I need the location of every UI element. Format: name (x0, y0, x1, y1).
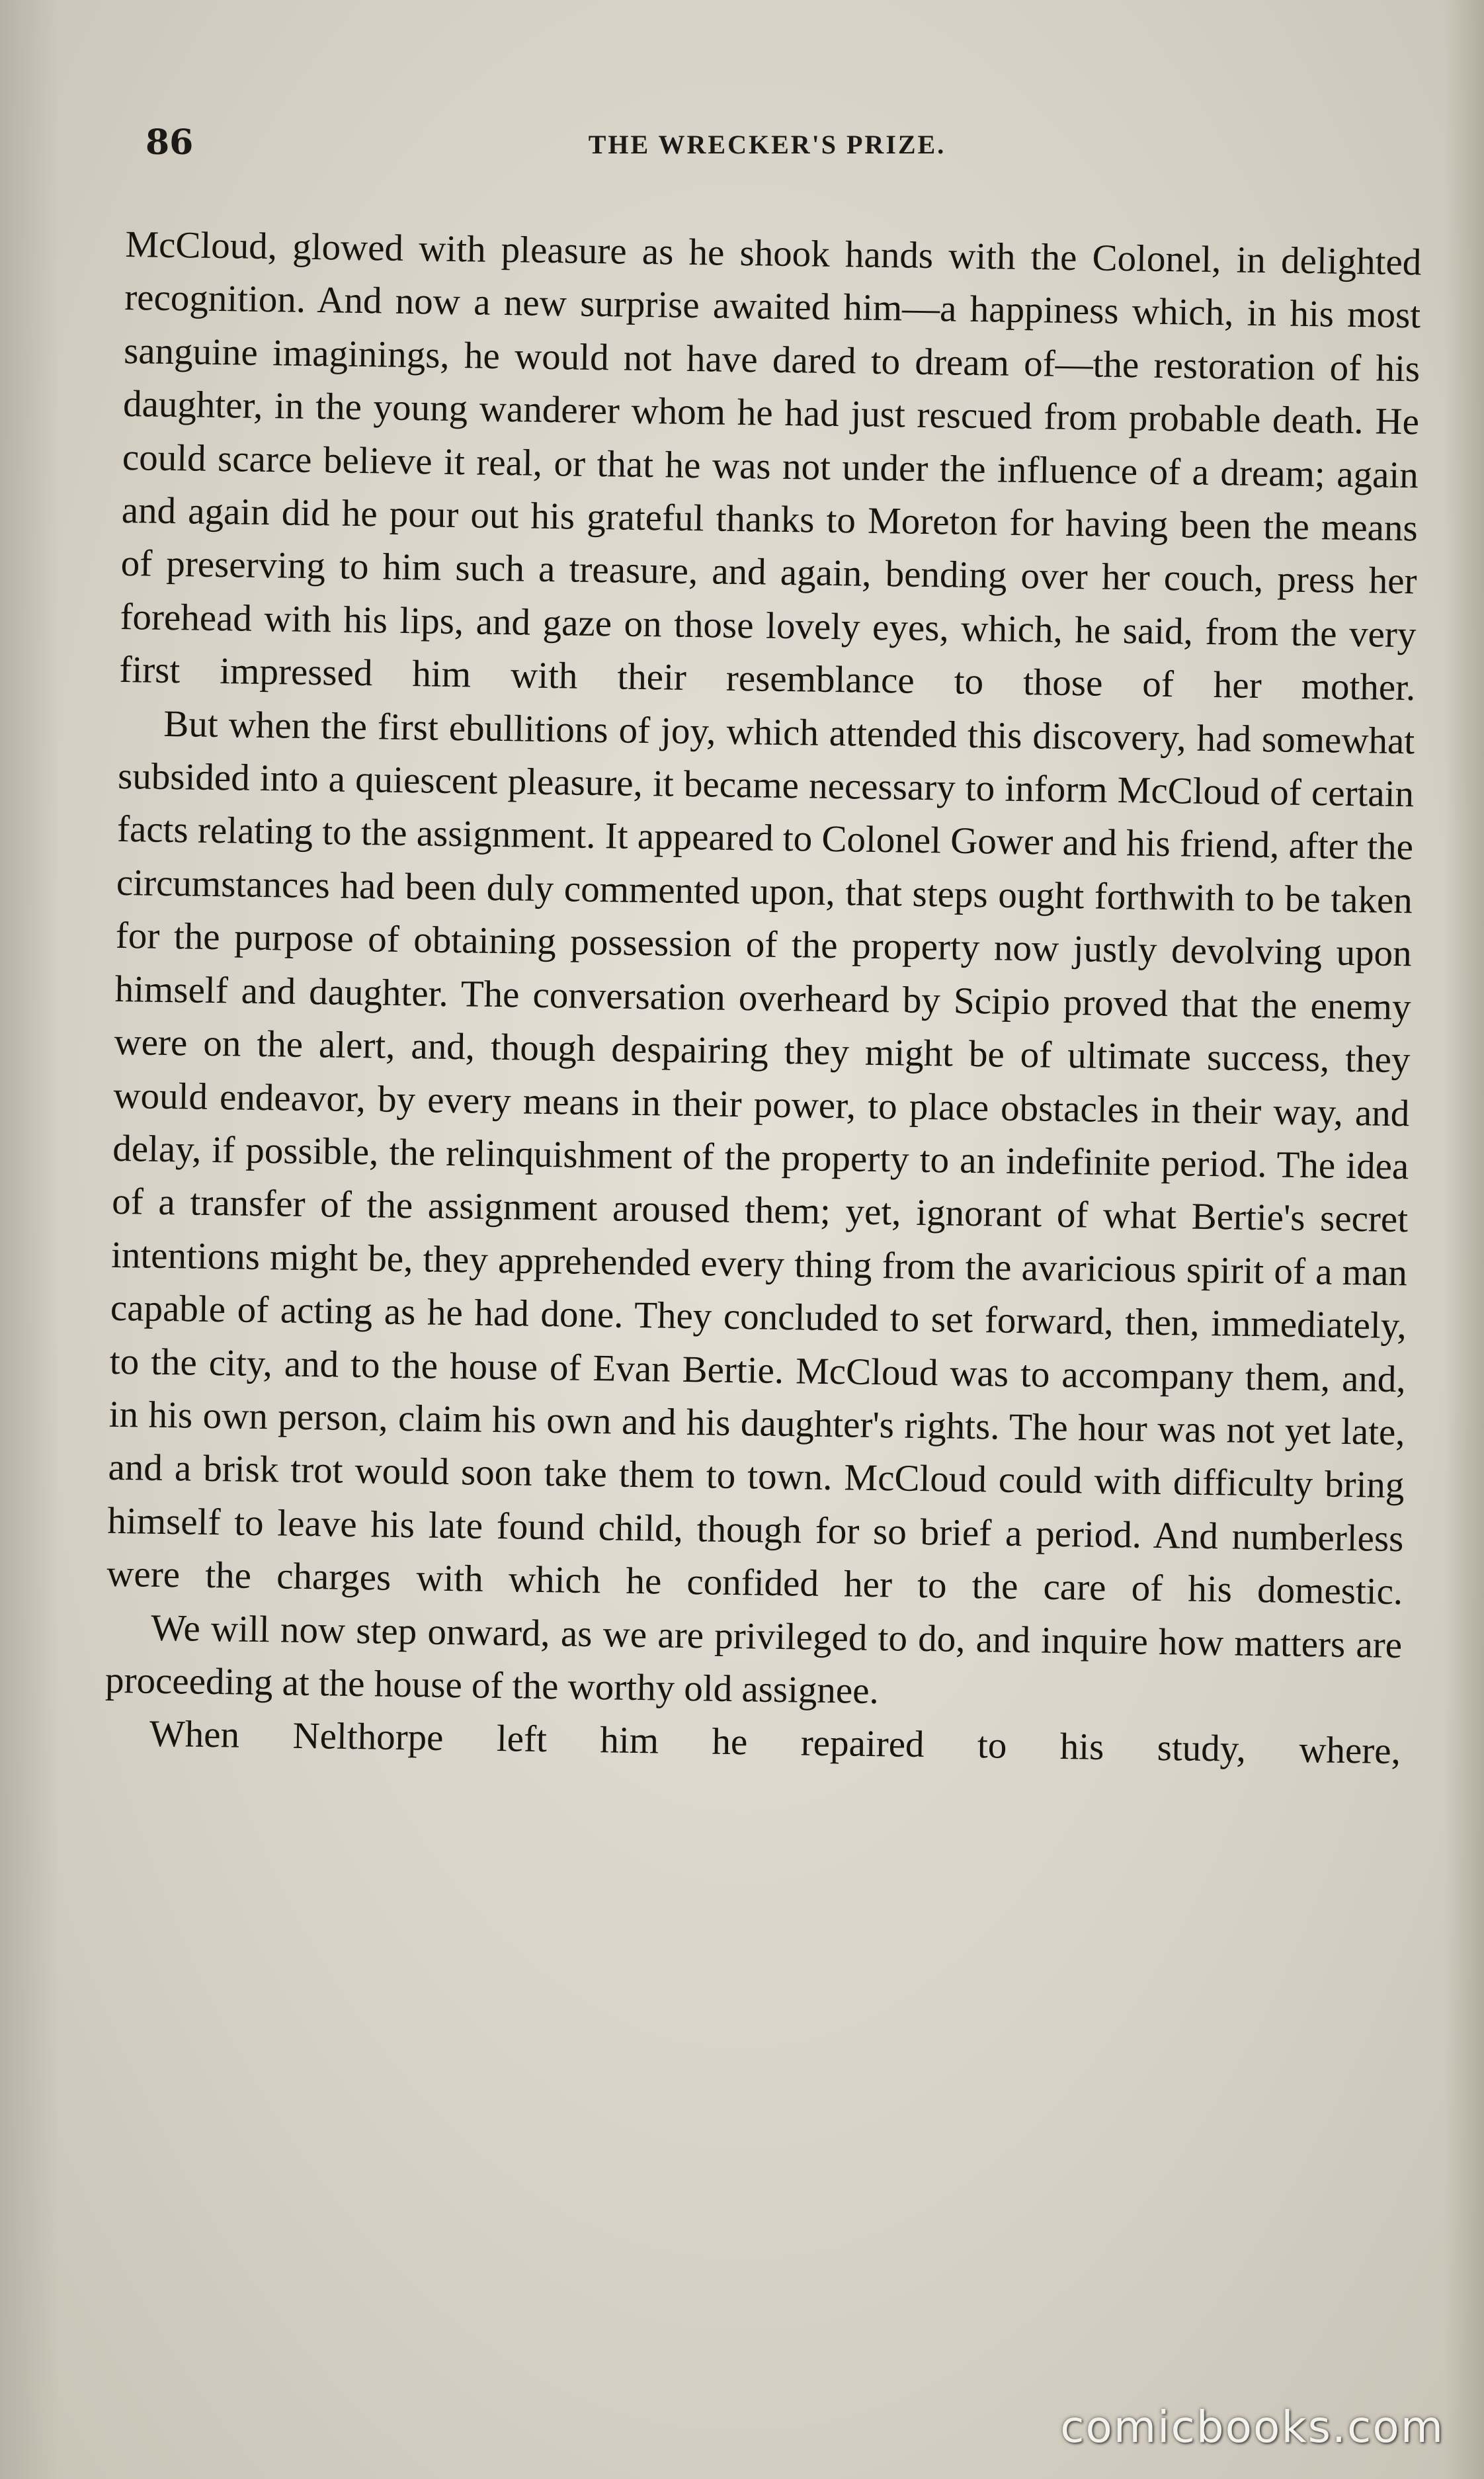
paragraph: We will now step onward, as we are privileged to do, and inquire how matters are proceeding at the house of the worthy old assignee. (104, 1607, 1403, 1712)
body-text (104, 218, 1421, 1779)
paragraph: But when the first ebullitions of joy, which attended this discovery, had somewhat subsided into a quiescent pleasure, it became necessary to inform McCloud of certain facts relating to the assignment. It appeared to Colonel Gower and his friend, after the circumstances had been duly commented upon, that steps ought forthwith to be taken for the purpose of obtaining possession of the property now justly devolving upon himself and daughter. The conversation overheard by Scipio proved that the enemy were on the alert, and, though despairing they might be of ultimate success, they would endeavor, by every means in their power, to place obstacles in their way, and delay, if possible, the relinquishment of the property to an indefinite period. The idea of a transfer of the assignment aroused them; yet, ignorant of what Bertie's secret intentions might be, they apprehended every thing from the avaricious spirit of a man capable of acting as he had done. They concluded to set forward, then, immediately, to the city, and to the house of Evan Bertie. McCloud was to accompany them, and, in his own person, claim his own and his daughter's rights. The hour was not yet late, and a brisk trot would soon take them to town. McCloud could with difficulty bring himself to leave his late found child, though for so brief a period. And numberless were the charges with which he confided her to the care of his domestic. (106, 702, 1415, 1613)
running-title: THE WRECKER'S PRIZE. (588, 130, 946, 159)
page-number: 86 (145, 122, 194, 163)
paragraph: When Nelthorpe left him he repaired to his study, where, (149, 1713, 1401, 1773)
page-header (145, 122, 1389, 169)
page-shadow-left (0, 0, 60, 2479)
page-shadow-right (1444, 0, 1484, 2479)
watermark: comicbooks.com (1060, 2402, 1444, 2453)
paragraph: McCloud, glowed with pleasure as he shook hands with the Colonel, in delighted recognition. And now a new surprise awaited him—a happiness which, in his most sanguine imaginings, he would not have dared to dream of—the restoration of his daughter, in the young wanderer whom he had just rescued from probable death. He could scarce believe it real, or that he was not under the influence of a dream; again and again did he pour out his grateful thanks to Moreton for having been the means of preserving to him such a treasure, and again, bending over her couch, press her forehead with his lips, and gaze on those lovely eyes, which, he said, from the very first impressed him with their resemblance to those of her mother. (119, 223, 1422, 709)
